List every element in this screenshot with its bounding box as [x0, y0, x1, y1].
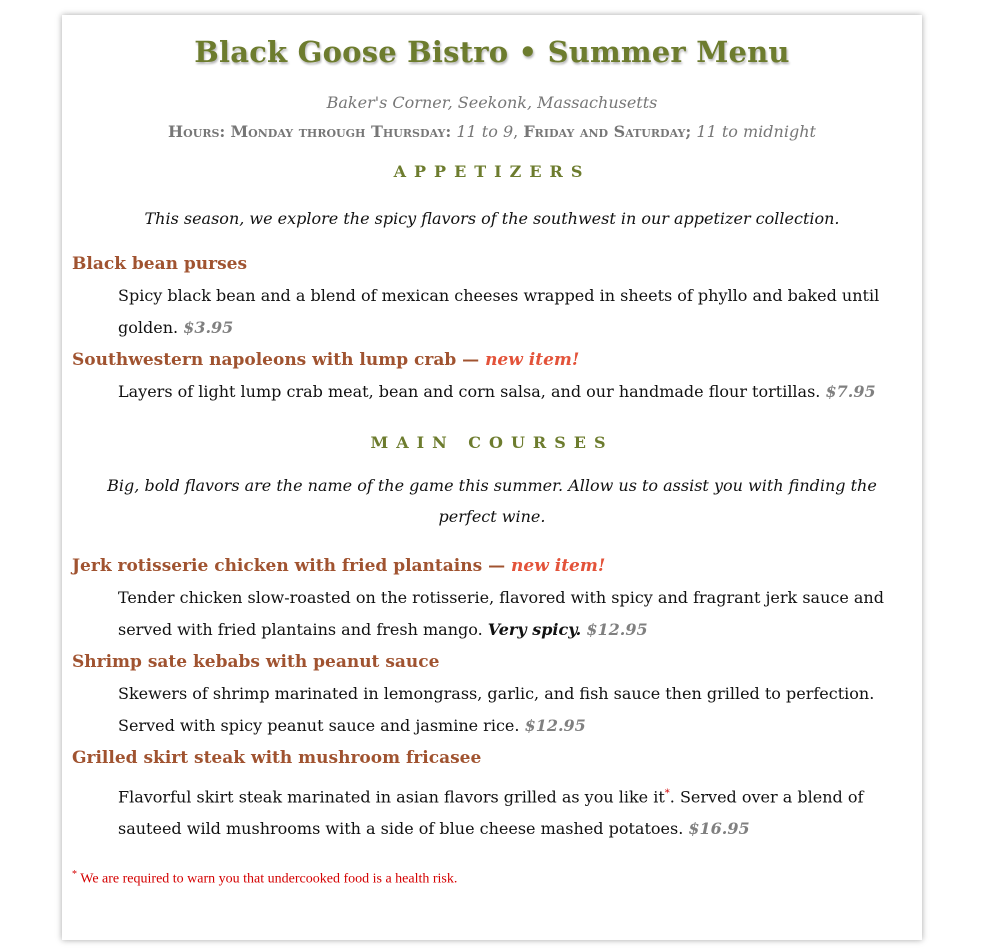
new-item-badge: new item!: [511, 556, 606, 576]
dish-description: [118, 582, 912, 646]
dish-price: $12.95: [524, 716, 586, 735]
new-item-badge: new item!: [485, 350, 580, 370]
hours-time-weekday: 11 to 9: [456, 122, 514, 141]
hours-label: Hours:: [168, 122, 226, 141]
footnote-asterisk: *: [72, 869, 77, 881]
dish-description: [118, 778, 912, 845]
spicy-note: Very spicy.: [487, 620, 582, 639]
main-courses-heading: MAIN COURSES: [370, 433, 614, 452]
page-title: Black Goose Bistro • Summer Menu: [194, 35, 790, 69]
main-courses-list: [72, 550, 912, 845]
dish-description-text: Layers of light lump crab meat, bean and corn salsa, and our handmade flour tortillas.: [118, 382, 821, 401]
dish-description: [118, 678, 912, 742]
hours-text: [72, 122, 912, 141]
appetizers-intro: This season, we explore the spicy flavors of the southwest in our appetizer collection.: [144, 209, 840, 228]
hours-time-weekend: 11 to midnight: [696, 122, 816, 141]
health-warning-text: We are required to warn you that undercooked food is a health risk.: [80, 871, 458, 887]
dish-description: [118, 376, 912, 408]
location-text: Baker's Corner, Seekonk, Massachusetts: [326, 93, 658, 112]
appetizers-list: [72, 248, 912, 408]
health-warning: [72, 869, 912, 888]
dish-name: Jerk rotisserie chicken with fried plantains —: [72, 556, 506, 576]
menu-content: [62, 35, 922, 888]
dish-description-text: . Served over a blend of sauteed wild mushrooms with a side of blue cheese mashed potatoes.: [118, 787, 864, 839]
dish-price: $16.95: [688, 819, 750, 839]
menu-page: [62, 15, 922, 940]
hours-separator: ,: [513, 122, 519, 141]
dish-name-row: [72, 550, 912, 582]
hours-days-weekday: Monday through Thursday:: [230, 122, 452, 141]
dish-description-text: Tender chicken slow-roasted on the rotisserie, flavored with spicy and fragrant jerk sauce and served with fried plantains and fresh mango.: [118, 588, 884, 639]
dish-name: Black bean purses: [72, 254, 248, 274]
dish-description-text: Skewers of shrimp marinated in lemongrass, garlic, and fish sauce then grilled to perfection. Served with spicy peanut sauce and jasmine rice.: [118, 684, 875, 735]
dish-price: $12.95: [586, 620, 648, 639]
dish-name: Shrimp sate kebabs with peanut sauce: [72, 652, 440, 672]
dish-description-text: Flavorful skirt steak marinated in asian flavors grilled as you like it: [118, 787, 665, 807]
footnote-asterisk: *: [664, 788, 670, 799]
appetizers-heading: APPETIZERS: [393, 162, 591, 181]
dish-name: Grilled skirt steak with mushroom fricasee: [72, 748, 482, 768]
dish-price: $7.95: [825, 382, 876, 401]
hours-days-weekend: Friday and Saturday;: [523, 122, 692, 141]
dish-name-row: [72, 344, 912, 376]
dish-name: Southwestern napoleons with lump crab —: [72, 350, 480, 370]
dish-price: $3.95: [183, 318, 234, 337]
main-courses-intro: Big, bold flavors are the name of the game this summer. Allow us to assist you with finding the perfect wine.: [107, 476, 877, 526]
dish-description-text: Spicy black bean and a blend of mexican cheeses wrapped in sheets of phyllo and baked until golden.: [118, 286, 880, 337]
dish-description: [118, 280, 912, 344]
